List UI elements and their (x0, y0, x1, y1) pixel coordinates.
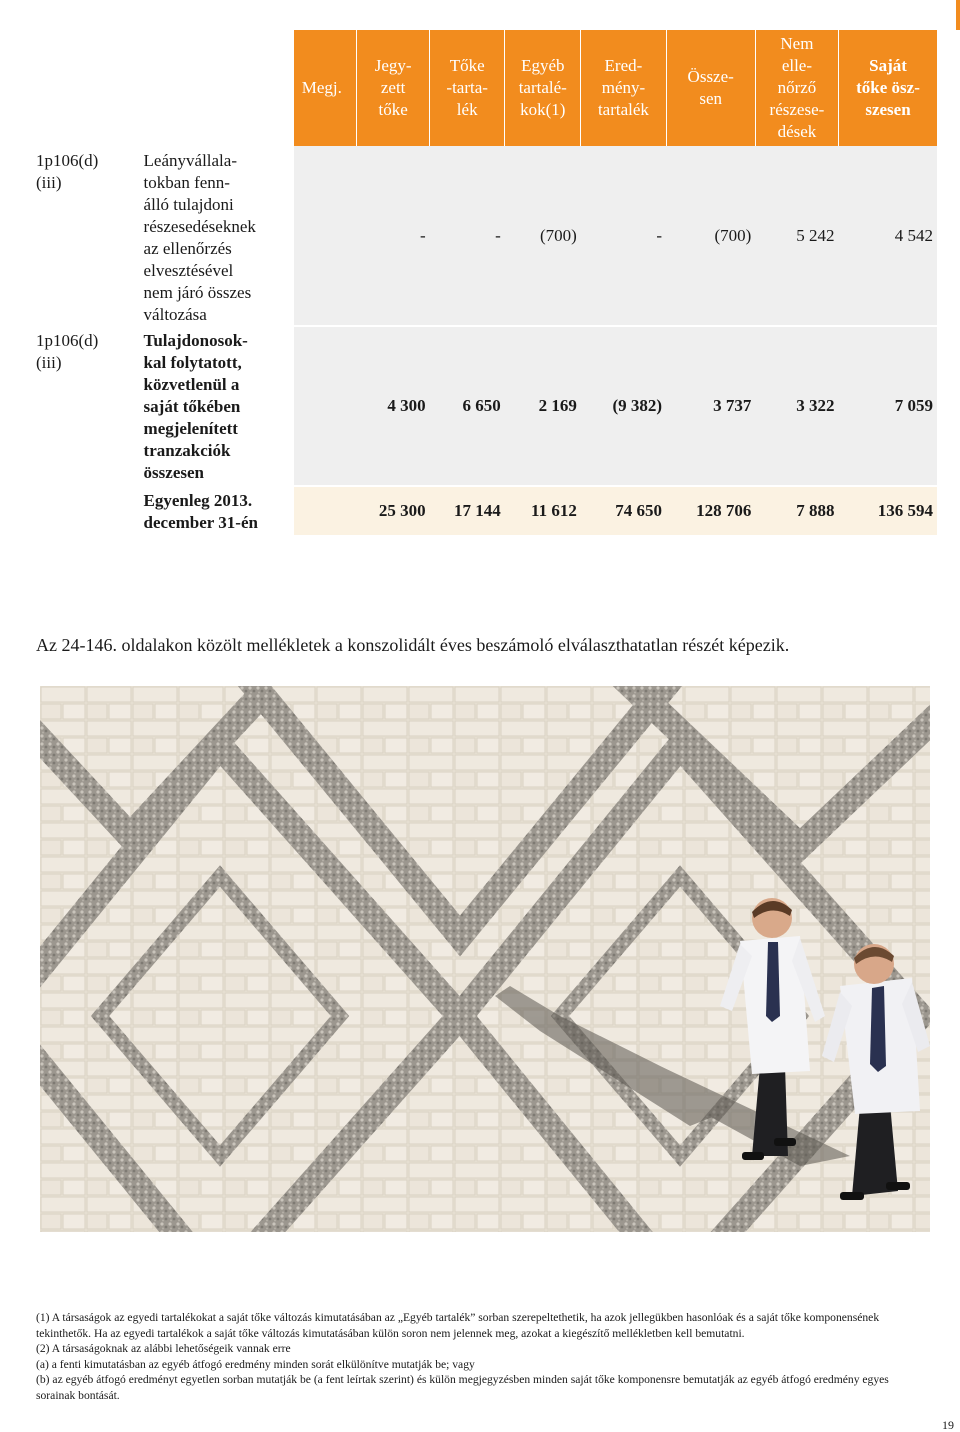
page-number: 19 (942, 1418, 954, 1432)
cell-toketartalek: - (430, 146, 505, 326)
cell-sajat-toke-osszesen: 7 059 (839, 326, 937, 486)
row-description: Egyenleg 2013. december 31-én (143, 491, 258, 532)
row-description: Leányvállala- tokban fenn- álló tulajdoni részesedéseknek az ellenőrzés elvesztésével nem járó összes változása (143, 151, 256, 324)
cell-eredmenytartalek: - (581, 146, 666, 326)
cell-osszesen: 3 737 (666, 326, 755, 486)
equity-changes-table (36, 30, 937, 537)
cell-sajat-toke-osszesen: 136 594 (839, 486, 937, 536)
footnotes (36, 1310, 926, 1403)
cell-jegyzett-toke: 25 300 (357, 486, 430, 536)
footnote-1: (1) A társaságok az egyedi tartalékokat a saját tőke változás kimutatásában az „Egyéb tartalék” sorban szerepeltethetik, ha azok jellegükben hasonlóak és a saját tőke komponensének tekinthetők. Ha az egyedi tartalékok a saját tőke változás kimutatásában külön soron nem jelennek meg, azokat a kiegészítő mellékletben kell bemutatni. (36, 1311, 880, 1340)
table-row (36, 326, 937, 486)
table-header-row (36, 30, 937, 146)
cell-eredmenytartalek: 74 650 (581, 486, 666, 536)
cell-egyeb-tartalekok: (700) (505, 146, 581, 326)
cell-toketartalek: 17 144 (430, 486, 505, 536)
header-osszesen: Össze- sen (666, 30, 755, 146)
row-reference: 1p106(d) (iii) (36, 151, 99, 192)
cell-eredmenytartalek: (9 382) (581, 326, 666, 486)
cell-osszesen: 128 706 (666, 486, 755, 536)
cell-sajat-toke-osszesen: 4 542 (839, 146, 937, 326)
cell-jegyzett-toke: 4 300 (357, 326, 430, 486)
header-megj: Megj. (294, 30, 357, 146)
cell-jegyzett-toke: - (357, 146, 430, 326)
table-row (36, 486, 937, 536)
header-nem-ellenorzo-reszesedesek: Nem elle- nőrző részese- dések (755, 30, 838, 146)
cell-nem-ellenorzo: 7 888 (755, 486, 838, 536)
header-egyeb-tartalekok: Egyéb tartalé- kok(1) (505, 30, 581, 146)
cell-nem-ellenorzo: 3 322 (755, 326, 838, 486)
row-reference: 1p106(d) (iii) (36, 331, 99, 372)
footnote-2: (2) A társaságoknak az alábbi lehetőségeik vannak erre (36, 1342, 291, 1355)
footnote-2b: (b) az egyéb átfogó eredményt egyetlen sorban mutatják be (a fent leírtak szerint) és külön megjegyzésben minden saját tőke komponensre bemutatják az egyéb átfogó eredmény egyes sorainak bontását. (36, 1373, 889, 1402)
header-sajat-toke-osszesen: Saját tőke ösz- szesen (839, 30, 937, 146)
cell-toketartalek: 6 650 (430, 326, 505, 486)
footnote-2a: (a) a fenti kimutatásban az egyéb átfogó eredmény minden sorát elkülönítve mutatják be; vagy (36, 1357, 475, 1371)
header-eredmenytartalek: Ered- mény- tartalék (581, 30, 666, 146)
cell-egyeb-tartalekok: 2 169 (505, 326, 581, 486)
cell-egyeb-tartalekok: 11 612 (505, 486, 581, 536)
header-toketartalek: Tőke -tarta- lék (430, 30, 505, 146)
cell-osszesen: (700) (666, 146, 755, 326)
photo-businessmen-walking (40, 686, 930, 1232)
appendix-note: Az 24-146. oldalakon közölt mellékletek a konszolidált éves beszámoló elválaszthatatlan részét képezik. (36, 635, 790, 655)
header-jegyzett-toke: Jegy- zett tőke (357, 30, 430, 146)
table-row (36, 146, 937, 326)
row-description: Tulajdonosok- kal folytatott, közvetlenül a saját tőkében megjelenített tranzakciók összesen (143, 331, 248, 482)
cell-nem-ellenorzo: 5 242 (755, 146, 838, 326)
orange-corner-marker (956, 0, 960, 30)
